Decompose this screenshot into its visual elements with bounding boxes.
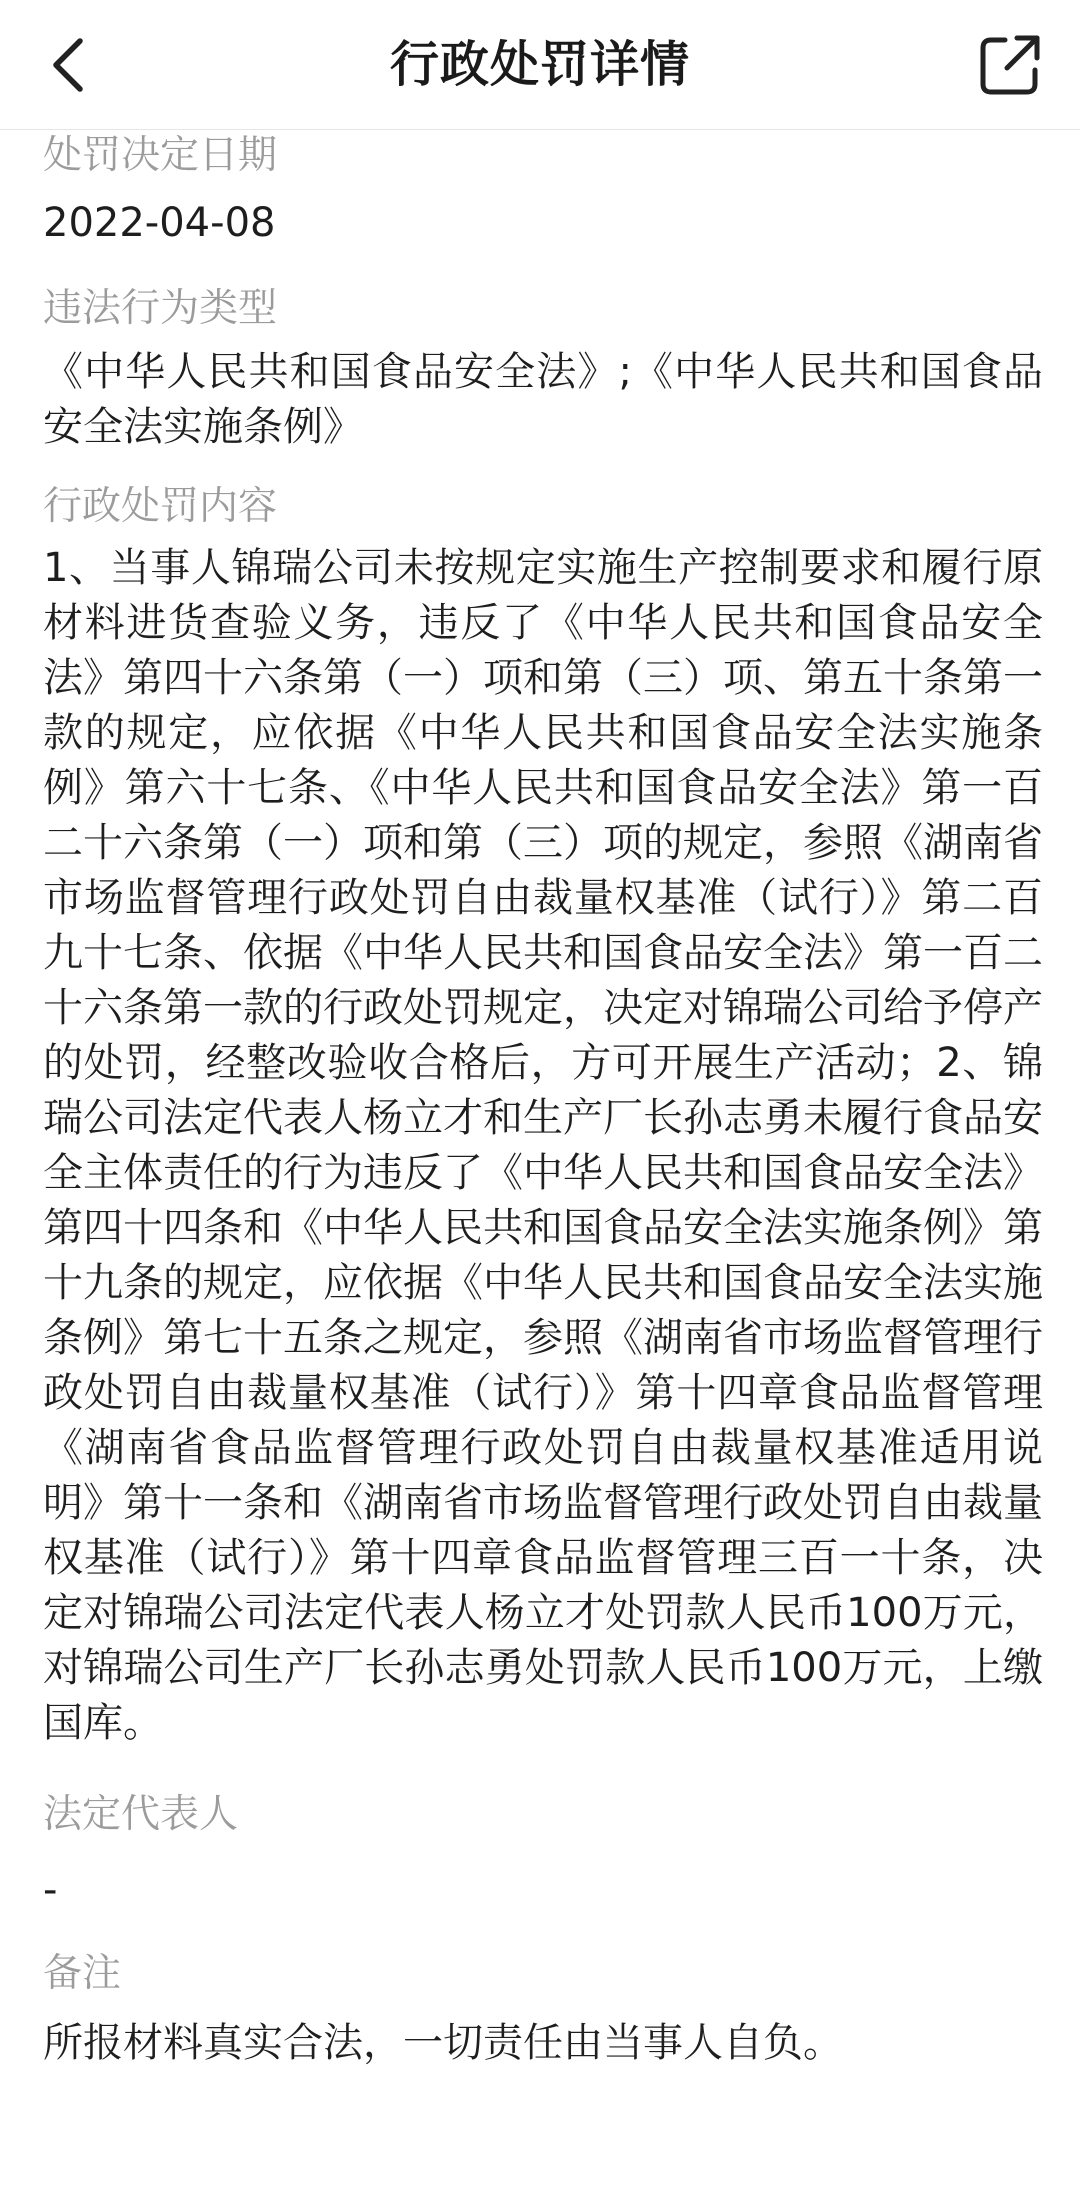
page-title: 行政处罚详情	[389, 36, 690, 93]
decision-date-value: 2022-04-08	[43, 200, 276, 246]
legal-rep-value: -	[43, 1867, 58, 1913]
share-icon	[977, 32, 1043, 98]
legal-rep-section	[43, 1789, 1043, 1918]
share-button[interactable]	[970, 25, 1050, 105]
detail-content	[43, 130, 1043, 2071]
remark-label: 备注	[43, 1951, 122, 1996]
legal-rep-label: 法定代表人	[43, 1792, 239, 1837]
remark-section	[43, 1948, 1043, 2071]
penalty-content-value: 1、当事人锦瑞公司未按规定实施生产控制要求和履行原材料进货查验义务，违反了《中华人民共和国食品安全法》第四十六条第（一）项和第（三）项、第五十条第一款的规定，应依据《中华人民共和国食品安全法实施条例》第六十七条、《中华人民共和国食品安全法》第一百二十六条第（一）项和第（三）项的规定，参照《湖南省市场监督管理行政处罚自由裁量权基准（试行）》第二百九十七条、依据《中华人民共和国食品安全法》第一百二十六条第一款的行政处罚规定，决定对锦瑞公司给予停产的处罚，经整改验收合格后，方可开展生产活动；2、锦瑞公司法定代表人杨立才和生产厂长孙志勇未履行食品安全主体责任的行为违反了《中华人民共和国食品安全法》第四十四条和《中华人民共和国食品安全法实施条例》第十九条的规定，应依据《中华人民共和国食品安全法实施条例》第七十五条之规定，参照《湖南省市场监督管理行政处罚自由裁量权基准（试行）》第十四章食品监督管理《湖南省食品监督管理行政处罚自由裁量权基准适用说明》第十一条和《湖南省市场监督管理行政处罚自由裁量权基准（试行）》第十四章食品监督管理三百一十条，决定对锦瑞公司法定代表人杨立才处罚款人民币100万元，对锦瑞公司生产厂长孙志勇处罚款人民币100万元，上缴国库。	[43, 545, 1043, 1746]
penalty-content-label: 行政处罚内容	[43, 484, 278, 529]
penalty-content-section	[43, 481, 1043, 1751]
top-nav-bar	[0, 0, 1080, 130]
decision-date-section	[43, 130, 1043, 251]
remark-value: 所报材料真实合法，一切责任由当事人自负。	[43, 2020, 843, 2066]
violation-type-section	[43, 283, 1043, 455]
violation-type-label: 违法行为类型	[43, 286, 278, 331]
decision-date-label: 处罚决定日期	[43, 133, 278, 178]
violation-type-value: 《中华人民共和国食品安全法》;《中华人民共和国食品安全法实施条例》	[43, 349, 1043, 450]
